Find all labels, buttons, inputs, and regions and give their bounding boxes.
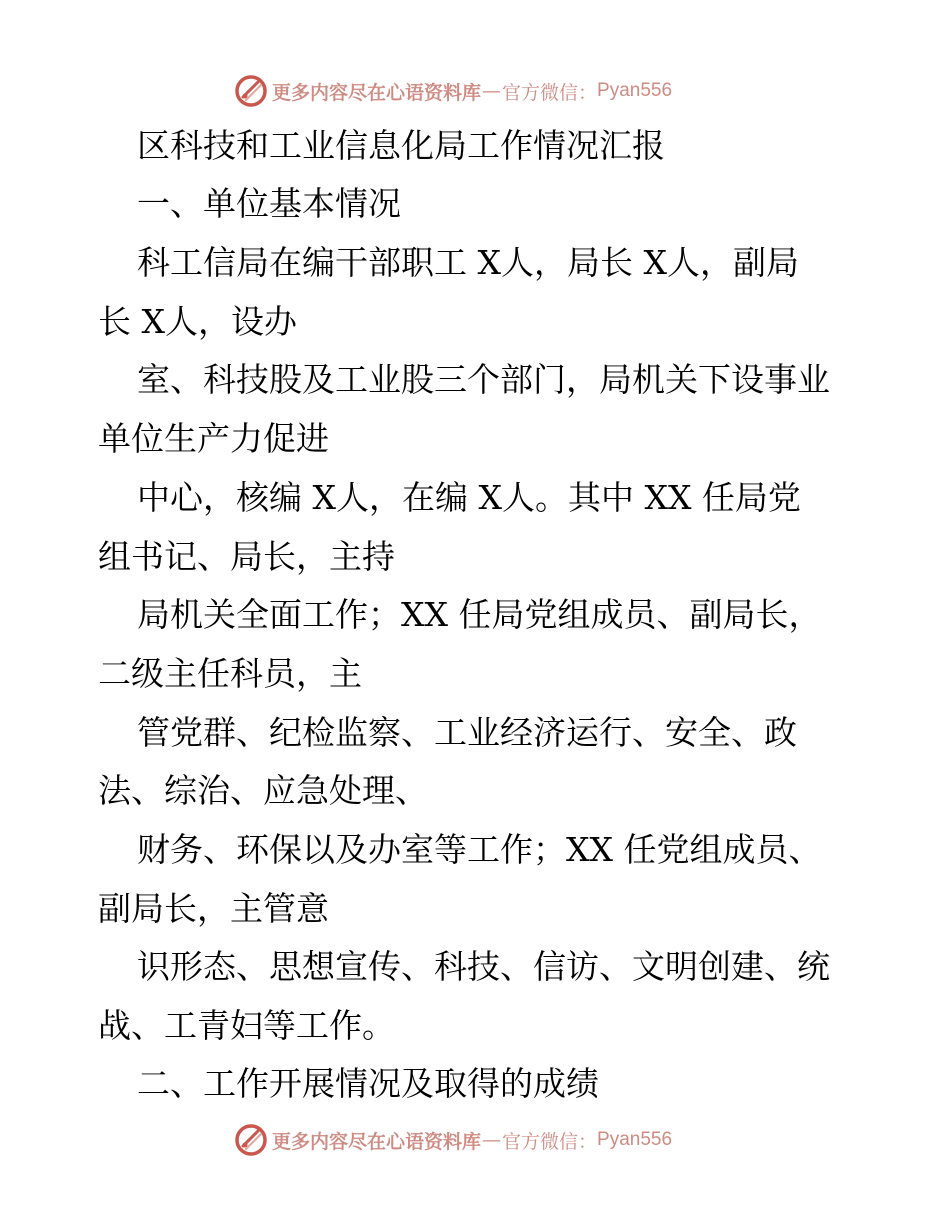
paragraph-line: 识形态、思想宣传、科技、信访、文明创建、统 [137,947,830,986]
paragraph-line: 二级主任科员，主 [98,654,362,693]
document-title: 区科技和工业信息化局工作情况汇报 [137,126,665,165]
paragraph-line: 法、综治、应急处理、 [98,771,428,810]
section-heading: 一、单位基本情况 [137,184,401,223]
watermark-separator: — [482,1129,502,1151]
watermark-banner-top [234,71,714,111]
watermark-banner-bottom [234,1120,714,1160]
watermark-account-label: 官方微信： [502,1130,598,1153]
paragraph-line: 室、科技股及工业股三个部门，局机关下设事业 [137,360,830,399]
section-heading: 二、工作开展情况及取得的成绩 [137,1064,599,1103]
watermark-account-label: 官方微信： [502,81,598,104]
paragraph-line: 管党群、纪检监察、工业经济运行、安全、政 [137,713,797,752]
paragraph-line: 组书记、局长，主持 [98,537,395,576]
paragraph-line: 长 X人，设办 [98,302,297,341]
paragraph-line: 副局长，主管意 [98,889,329,928]
paragraph-line: 财务、环保以及办室等工作；XX 任党组成员、 [137,830,822,869]
brand-logo-icon [234,1123,268,1157]
paragraph-line: 局机关全面工作；XX 任局党组成员、副局长， [137,595,822,634]
paragraph-line: 科工信局在编干部职工 X人，局长 X人，副局 [137,243,799,282]
watermark-account-id: Pyan556 [597,80,673,101]
watermark-text: 更多内容尽在心语资料库 [272,81,482,104]
watermark-text: 更多内容尽在心语资料库 [272,1130,482,1153]
watermark-account-id: Pyan556 [597,1129,673,1150]
paragraph-line: 战、工青妇等工作。 [98,1006,395,1045]
watermark-separator: — [482,80,502,102]
paragraph-line: 中心，核编 X人，在编 X人。其中 XX 任局党 [137,478,801,517]
paragraph-line: 单位生产力促进 [98,419,329,458]
brand-logo-icon [234,74,268,108]
